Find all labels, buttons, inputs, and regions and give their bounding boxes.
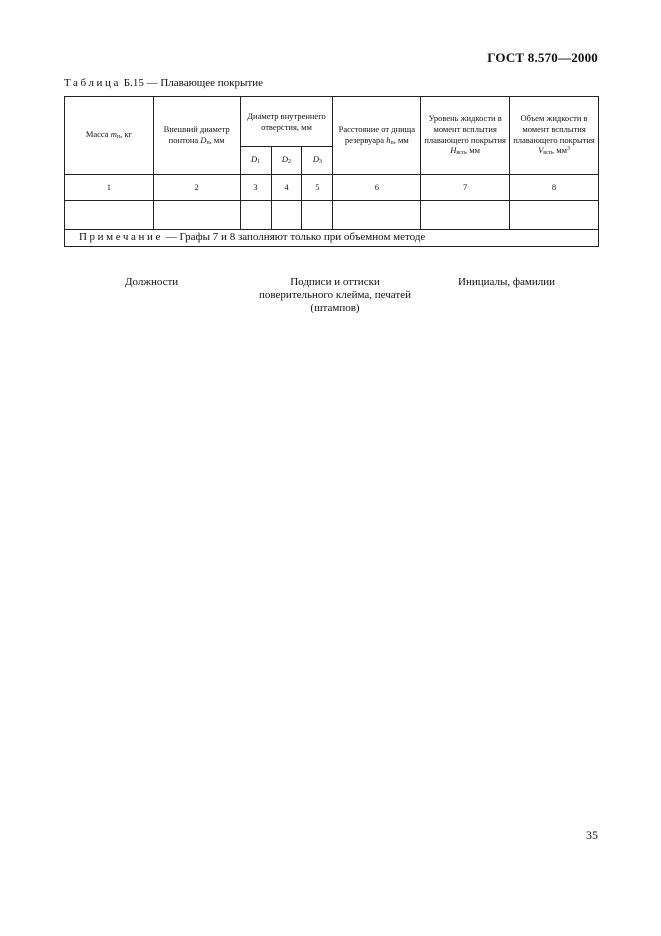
- header-vol-sub: всп: [543, 150, 552, 157]
- column-number-row: [65, 175, 599, 201]
- header-dist-symbol: h: [386, 134, 391, 145]
- header-mass-label: Масса: [85, 129, 109, 140]
- signature-stamps-line2: поверительного клейма, печатей: [259, 289, 411, 301]
- table-cell: [302, 201, 333, 230]
- header-dist-label: Расстояние от днища резервуара: [338, 123, 415, 145]
- column-number: 6: [333, 175, 421, 201]
- note-row: [65, 230, 599, 247]
- header-dist-unit: , мм: [393, 134, 409, 145]
- header-d3-sub: 3: [318, 159, 322, 166]
- table-cell: [240, 201, 271, 230]
- header-d2-sub: 2: [288, 159, 292, 166]
- header-vol-unit-sup: 3: [566, 146, 570, 153]
- header-d1: [240, 147, 271, 175]
- signature-initials-label: Инициалы, фамилии: [458, 276, 555, 288]
- table-caption-word: Таблица: [64, 77, 121, 89]
- note-text: — Графы 7 и 8 заполняют только при объемном методе: [165, 231, 426, 244]
- header-liquid-level: [421, 97, 510, 175]
- header-vol-label: Объем жидкости в момент всплытия плавающего покрытия: [513, 113, 595, 145]
- header-level-symbol: H: [450, 145, 457, 156]
- page-number: 35: [586, 828, 598, 842]
- header-dist-sub: п: [390, 139, 394, 146]
- header-distance: [333, 97, 421, 175]
- header-mass-symbol: m: [110, 129, 117, 140]
- header-outer-diameter: [153, 97, 240, 175]
- table-cell: [333, 201, 421, 230]
- header-vol-unit-pre: ,: [551, 145, 555, 156]
- data-row-empty: [65, 201, 599, 230]
- table-caption-sep: —: [146, 77, 158, 89]
- table-cell: [153, 201, 240, 230]
- header-d2: [271, 147, 302, 175]
- column-number: 5: [302, 175, 333, 201]
- header-level-label: Уровень жидкости в момент всплытия плавающего покрытия: [424, 113, 506, 145]
- header-outer-label: Внешний диаметр понтона: [163, 123, 230, 145]
- table-caption-number: Б.15: [123, 77, 144, 89]
- header-outer-unit: , мм: [209, 134, 225, 145]
- header-d1-symbol: D: [250, 154, 258, 165]
- document-code: ГОСТ 8.570—2000: [487, 50, 598, 65]
- header-mass-unit: , кг: [120, 129, 132, 140]
- table-cell: [271, 201, 302, 230]
- column-number: 7: [421, 175, 510, 201]
- header-level-unit: , мм: [465, 145, 481, 156]
- header-outer-symbol: D: [200, 134, 207, 145]
- signature-stamps-label: [252, 276, 418, 315]
- column-number: 1: [65, 175, 154, 201]
- signature-stamps-line1: Подписи и оттиски: [290, 276, 380, 288]
- header-mass-sub: п: [116, 134, 121, 141]
- column-number: 2: [153, 175, 240, 201]
- column-number: 8: [510, 175, 599, 201]
- note-word: Примечание: [79, 231, 163, 244]
- table-cell: [421, 201, 510, 230]
- header-outer-sub: п: [206, 139, 210, 146]
- header-vol-symbol: V: [538, 145, 544, 156]
- table-cell: [65, 201, 154, 230]
- header-vol-unit: мм: [556, 145, 567, 156]
- header-d3: [302, 147, 333, 175]
- header-level-sub: всп: [456, 150, 466, 157]
- header-d3-symbol: D: [312, 154, 319, 165]
- header-liquid-volume: [510, 97, 599, 175]
- header-d1-sub: 1: [257, 159, 261, 166]
- table-note: [65, 230, 599, 247]
- column-number: 3: [240, 175, 271, 201]
- floating-roof-table: [64, 96, 599, 247]
- signature-stamps-line3: (штампов): [310, 302, 360, 314]
- table-cell: [510, 201, 599, 230]
- table-caption-title: Плавающее покрытие: [160, 77, 263, 89]
- header-inner-label: Диаметр внутреннего отверстия, мм: [247, 110, 326, 132]
- table-caption: [64, 77, 263, 89]
- header-d2-symbol: D: [281, 154, 289, 165]
- column-number: 4: [271, 175, 302, 201]
- signature-positions-label: Должности: [125, 276, 179, 288]
- header-row-1: [65, 97, 599, 147]
- header-mass: [65, 97, 154, 175]
- header-inner-diameter: [240, 97, 333, 147]
